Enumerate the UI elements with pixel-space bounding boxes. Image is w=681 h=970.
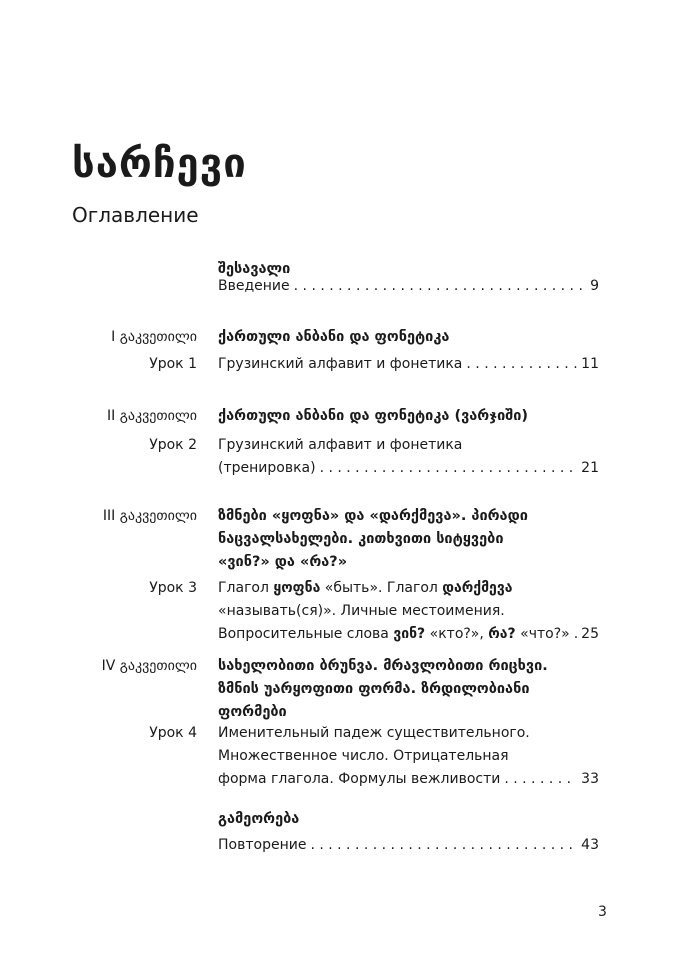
- leader-dots: [504, 768, 577, 791]
- toc-ru-lesson-label: Урок 2: [149, 437, 197, 453]
- toc-ru-block: [218, 275, 599, 298]
- toc-page-number: 11: [581, 356, 599, 372]
- toc-geo-title-line: ნაცვალსახელები. კითხვითი სიტყვები: [218, 531, 504, 547]
- toc-geo-lesson-label: II გაკვეთილი: [107, 408, 197, 424]
- toc-entry-intro: [0, 258, 681, 294]
- toc-geo-title: შესავალი: [218, 261, 291, 277]
- toc-ru-block: [218, 834, 599, 857]
- toc-geo-title: ქართული ანბანი და ფონეტიკა (ვარჯიში): [218, 408, 529, 424]
- georgian-term: დარქმევა: [442, 580, 513, 596]
- text-segment: Вопросительные слова: [218, 626, 394, 642]
- toc-page-number: 21: [581, 460, 599, 476]
- toc-ru-lesson-label: Урок 3: [149, 580, 197, 596]
- toc-ru-title-line: [218, 623, 570, 646]
- toc-ru-title-line: Именительный падеж существительного.: [218, 725, 530, 741]
- toc-geo-title-line: სახელობითი ბრუნვა. მრავლობითი რიცხვი.: [218, 658, 548, 674]
- georgian-term: ყოფნა: [273, 580, 321, 596]
- text-segment: «кто?»,: [425, 626, 489, 642]
- leader-dots: [574, 623, 577, 646]
- toc-ru-title-line: форма глагола. Формулы вежливости: [218, 771, 501, 787]
- toc-geo-title-line: ზმნები «ყოფნა» და «დარქმევა». პირადი: [218, 508, 528, 524]
- text-segment: «быть». Глагол: [320, 580, 443, 596]
- text-segment: «что?»: [515, 626, 570, 642]
- toc-ru-title-line: Множественное число. Отрицательная: [218, 748, 509, 764]
- toc-ru-lesson-label: Урок 4: [149, 725, 197, 741]
- toc-geo-title-block: [218, 505, 603, 574]
- toc-ru-title: Грузинский алфавит и фонетика: [218, 356, 463, 372]
- leader-dots: [466, 353, 577, 376]
- toc-geo-lesson-label: IV გაკვეთილი: [101, 658, 197, 674]
- toc-page-number: 43: [581, 837, 599, 853]
- toc-ru-title-line: (тренировка): [218, 460, 316, 476]
- text-segment: Глагол: [218, 580, 274, 596]
- georgian-term: ვინ?: [393, 626, 426, 642]
- toc-ru-block: [218, 434, 599, 480]
- toc-ru-title: Введение: [218, 278, 290, 294]
- toc-entry-review: [0, 808, 681, 853]
- toc-geo-title-line: ზმნის უარყოფითი ფორმა. ზრდილობიანი: [218, 681, 530, 697]
- toc-geo-title: ქართული ანბანი და ფონეტიკა: [218, 329, 450, 345]
- page-number: 3: [598, 904, 607, 920]
- toc-geo-lesson-label: I გაკვეთილი: [111, 329, 197, 345]
- toc-page-number: 9: [590, 278, 599, 294]
- toc-ru-block: [218, 577, 599, 646]
- toc-ru-title: Повторение: [218, 837, 307, 853]
- toc-geo-title-line: «ვინ?» და «რა?»: [218, 554, 348, 570]
- toc-geo-lesson-label: III გაკვეთილი: [102, 508, 197, 524]
- toc-ru-title-line: Грузинский алфавит и фонетика: [218, 437, 463, 453]
- toc-ru-title-line: [218, 577, 512, 600]
- toc-page-number: 33: [581, 771, 599, 787]
- georgian-term: რა?: [488, 626, 516, 642]
- toc-ru-block: [218, 353, 599, 376]
- leader-dots: [310, 834, 577, 857]
- toc-page-number: 25: [581, 626, 599, 642]
- leader-dots: [320, 457, 578, 480]
- toc-geo-title-line: ფორმები: [218, 704, 287, 720]
- toc-geo-title-block: [218, 655, 603, 724]
- toc-geo-title: გამეორება: [218, 811, 300, 827]
- leader-dots: [294, 275, 586, 298]
- page-subtitle: Оглавление: [72, 203, 199, 227]
- toc-ru-lesson-label: Урок 1: [149, 356, 197, 372]
- page-title: სარჩევი: [72, 141, 247, 187]
- toc-ru-title-line: «называть(ся)». Личные местоимения.: [218, 603, 505, 619]
- toc-ru-block: [218, 722, 599, 791]
